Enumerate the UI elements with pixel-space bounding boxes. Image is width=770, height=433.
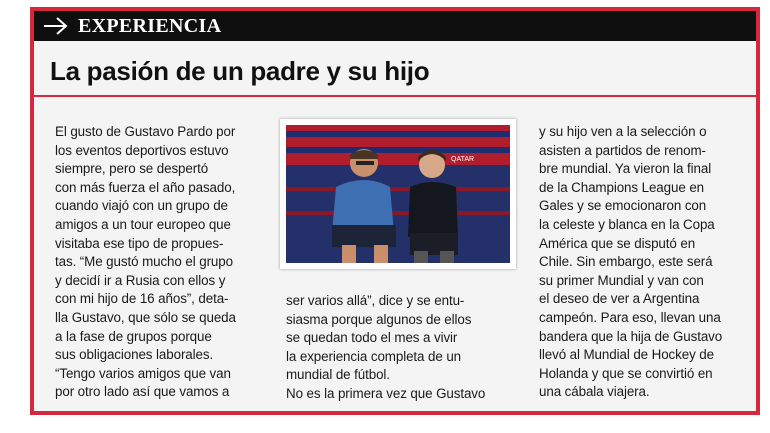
article-text-line: Chile. Sin embargo, este será <box>539 254 713 270</box>
photo-sign: QATAR <box>451 156 475 163</box>
article-text-line: su primer Mundial y van con <box>539 272 704 288</box>
headline-divider <box>34 95 756 97</box>
article-text-line: América que se disputó en <box>539 235 696 251</box>
article-text-line: la experiencia completa de un <box>286 348 462 364</box>
article-text-line: amigos a un tour europeo que <box>55 216 231 232</box>
article-text-line: El gusto de Gustavo Pardo por <box>55 124 236 139</box>
section-kicker: EXPERIENCIA <box>78 15 222 37</box>
article-text-line: visitaba ese tipo de propues- <box>55 235 224 251</box>
article-text-line: se quedan todo el mes a vivir <box>286 330 458 346</box>
article-column-2 <box>286 292 506 404</box>
article-headline: La pasión de un padre y su hijo <box>50 56 430 86</box>
article-text-line: el deseo de ver a Argentina <box>539 291 700 307</box>
article-text-line: cuando viajó con un grupo de <box>55 198 228 214</box>
article-text-line: la celeste y blanca en la Copa <box>539 216 715 232</box>
article-text-line: con más fuerza el año pasado, <box>55 179 236 195</box>
article-text-line: mundial de fútbol. <box>286 367 390 383</box>
article-frame <box>30 7 760 415</box>
article-text-line: de la Champions League en <box>539 179 705 195</box>
article-text-line: con mi hijo de 16 años”, deta- <box>55 291 229 307</box>
article-text-line: por otro lado así que vamos a <box>55 384 230 400</box>
article-text-line: siempre, pero se despertó <box>55 161 209 177</box>
article-column-3 <box>539 123 739 402</box>
article-text-line: una cábala viajera. <box>539 384 650 400</box>
article-text-line: “Tengo varios amigos que van <box>55 365 231 381</box>
article-text-line: bre mundial. Ya vieron la final <box>539 161 712 177</box>
section-bar <box>34 11 756 41</box>
article-text-line: Gales y se emocionaron con <box>539 198 707 214</box>
article-text-line: Holanda y que se convirtió en <box>539 365 713 381</box>
article-photo <box>280 119 516 269</box>
article-text-line: siasma porque algunos de ellos <box>286 311 472 327</box>
right-arrow-icon <box>42 15 70 37</box>
article-text-line: lla Gustavo, que sólo se queda <box>55 309 236 325</box>
article-text-line: campeón. Para eso, llevan una <box>539 309 721 325</box>
article-text-line: a la fase de grupos porque <box>55 328 212 344</box>
article-column-1 <box>55 123 265 402</box>
article-text-line: llevó al Mundial de Hockey de <box>539 347 714 363</box>
article-text-line: bandera que la hija de Gustavo <box>539 328 723 344</box>
article-text-line: los eventos deportivos estuvo <box>55 142 229 158</box>
article-text-line: y su hijo ven a la selección o <box>539 124 707 139</box>
article-text-line: asisten a partidos de renom- <box>539 142 706 158</box>
article-text-line: tas. “Me gustó mucho el grupo <box>55 254 233 270</box>
photo-illustration <box>286 125 510 263</box>
article-text-line: No es la primera vez que Gustavo <box>286 385 486 401</box>
article-text-line: sus obligaciones laborales. <box>55 347 214 363</box>
article-text-line: ser varios allá”, dice y se entu- <box>286 293 465 308</box>
article-text-line: y decidí ir a Rusia con ellos y <box>55 272 226 288</box>
